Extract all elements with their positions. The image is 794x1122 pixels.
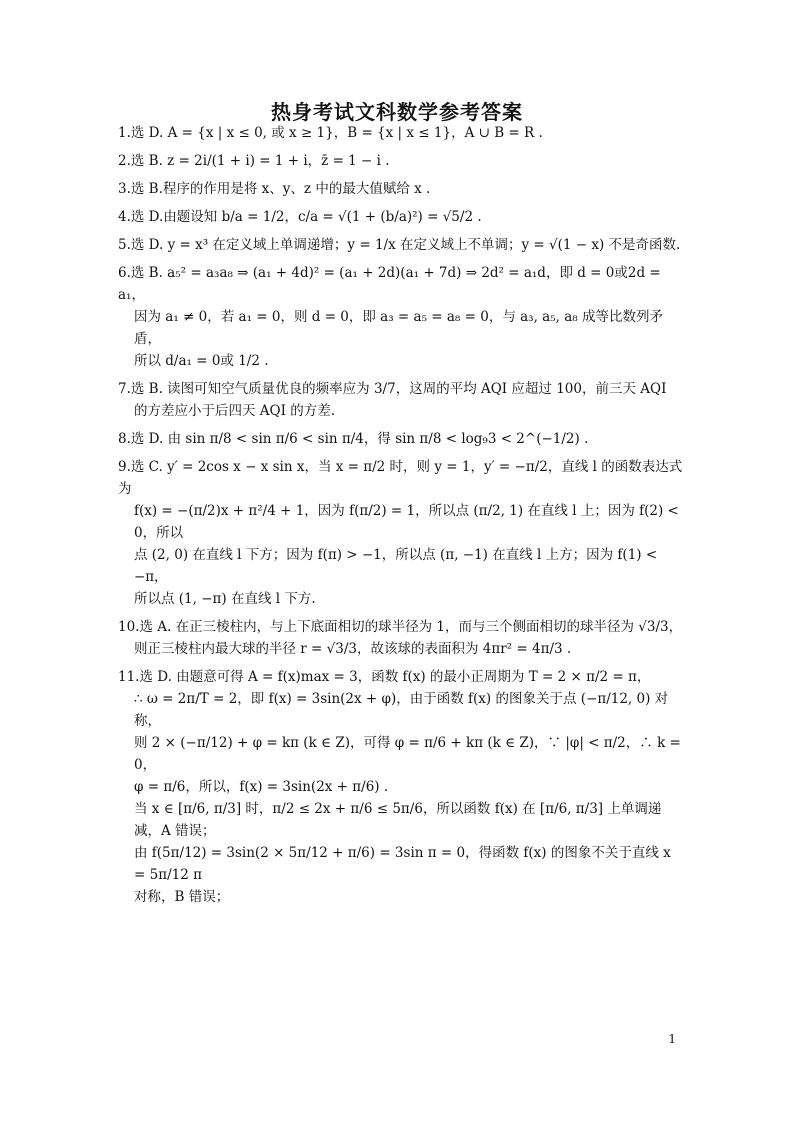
answer-line: 点 (2, 0) 在直线 l 下方；因为 f(π) > −1，所以点 (π, −1) 在直线 l 上方；因为 f(1) < −π，: [134, 547, 658, 585]
answer-line: φ = π/6，所以，f(x) = 3sin(2x + π/6) .: [134, 779, 389, 795]
answer-item: [118, 262, 684, 372]
answer-item: [118, 428, 684, 450]
answer-line: 7.选 B. 读图可知空气质量优良的频率应为 3/7，这周的平均 AQI 应超过 100，前三天 AQI: [118, 381, 667, 397]
answer-line: 6.选 B. a₅² = a₃a₈ ⇒ (a₁ + 4d)² = (a₁ + 2d)(a₁ + 7d) ⇒ 2d² = a₁d，即 d = 0或2d = a₁，: [118, 265, 661, 303]
answer-item: [118, 178, 684, 200]
answer-line: 所以 d/a₁ = 0或 1/2 .: [134, 353, 269, 369]
answer-line: 4.选 D.由题设知 b/a = 1/2，c/a = √(1 + (b/a)²) = √5/2 .: [118, 209, 482, 225]
answer-item: [118, 234, 684, 256]
answer-item: [118, 666, 684, 908]
page-number: 1: [668, 1032, 676, 1046]
answer-line: 由 f(5π/12) = 3sin(2 × 5π/12 + π/6) = 3sin π = 0，得函数 f(x) 的图象不关于直线 x = 5π/12 π: [134, 845, 671, 883]
answer-line: 9.选 C. y′ = 2cos x − x sin x，当 x = π/2 时，则 y = 1，y′ = −π/2，直线 l 的函数表达式为: [118, 459, 683, 497]
answer-line: 11.选 D. 由题意可得 A = f(x)max = 3，函数 f(x) 的最小正周期为 T = 2 × π/2 = π，: [118, 669, 651, 685]
answer-line: 1.选 D. A = {x | x ≤ 0, 或 x ≥ 1}，B = {x | x ≤ 1}，A ∪ B = R .: [118, 125, 543, 141]
answer-line: f(x) = −(π/2)x + π²/4 + 1，因为 f(π/2) = 1，所以点 (π/2, 1) 在直线 l 上；因为 f(2) < 0，所以: [134, 503, 679, 541]
document-title: 热身考试文科数学参考答案: [271, 100, 523, 124]
answer-item: [118, 150, 684, 172]
answer-line: 对称，B 错误；: [134, 889, 230, 905]
answer-line: 则 2 × (−π/12) + φ = kπ (k ∈ Z)，可得 φ = π/6 + kπ (k ∈ Z)，∵ |φ| < π/2，∴ k = 0，: [134, 735, 681, 773]
answer-item: [118, 206, 684, 228]
answer-item: [118, 122, 684, 144]
answer-line: 因为 a₁ ≠ 0，若 a₁ = 0，则 d = 0，即 a₃ = a₅ = a₈ = 0，与 a₃, a₅, a₈ 成等比数列矛盾，: [134, 309, 663, 347]
answer-line: 则正三棱柱内最大球的半径 r = √3/3，故该球的表面积为 4πr² = 4π/3 .: [134, 641, 572, 657]
answer-line: 5.选 D. y = x³ 在定义域上单调递增；y = 1/x 在定义域上不单调；y = √(1 − x) 不是奇函数.: [118, 237, 681, 253]
answer-line: 10.选 A. 在正三棱柱内，与上下底面相切的球半径为 1，而与三个侧面相切的球半径为 √3/3，: [118, 619, 683, 635]
answer-item: [118, 616, 684, 660]
answer-line: 2.选 B. z = 2i/(1 + i) = 1 + i，z̄ = 1 − i .: [118, 153, 390, 169]
answer-item: [118, 378, 684, 422]
answer-line: 的方差应小于后四天 AQI 的方差.: [134, 403, 336, 419]
answer-line: ∴ ω = 2π/T = 2，即 f(x) = 3sin(2x + φ)，由于函数 f(x) 的图象关于点 (−π/12, 0) 对称，: [134, 691, 669, 729]
answer-line: 3.选 B.程序的作用是将 x、y、z 中的最大值赋给 x .: [118, 181, 431, 197]
answer-item: [118, 456, 684, 610]
answer-list: [118, 122, 684, 914]
answer-line: 所以点 (1, −π) 在直线 l 下方.: [134, 591, 316, 607]
answer-line: 8.选 D. 由 sin π/8 < sin π/6 < sin π/4，得 sin π/8 < log₉3 < 2^(−1/2) .: [118, 431, 589, 447]
answer-line: 当 x ∈ [π/6, π/3] 时，π/2 ≤ 2x + π/6 ≤ 5π/6，所以函数 f(x) 在 [π/6, π/3] 上单调递减，A 错误；: [134, 801, 662, 839]
